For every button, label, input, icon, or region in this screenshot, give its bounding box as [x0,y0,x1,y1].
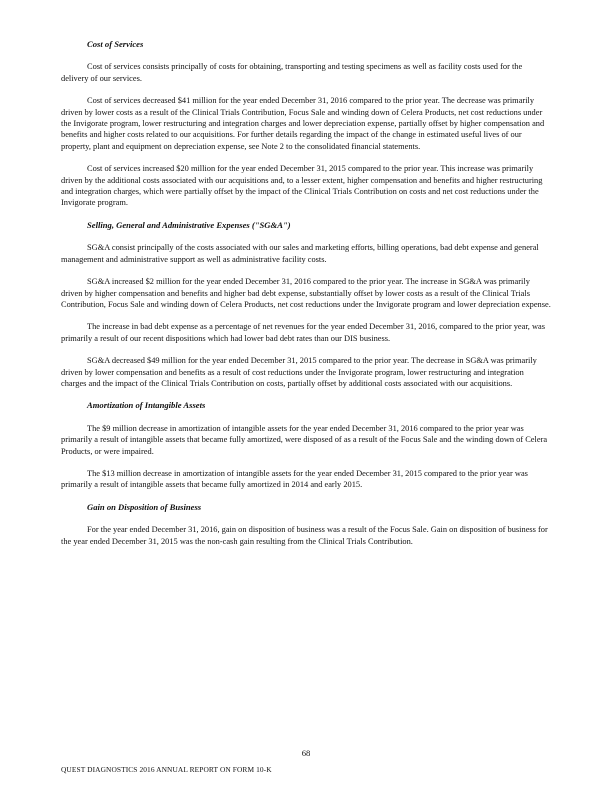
paragraph: SG&A decreased $49 million for the year ended December 31, 2015 compared to the prior year. The decrease in SG&A was primarily driven by lower compensation and benefits as a result of cost reductions under the Invigorate program, lower restructuring and integration charges and the impact of the Clinical Trials Contribution on costs, partially offset by additional costs associated with our acquisitions. [61,356,537,388]
paragraph: Cost of services decreased $41 million for the year ended December 31, 2016 compared to the prior year. The decrease was primarily driven by lower costs as a result of the Clinical Trials Contribution, Focus Sale and winding down of Celera Products, net cost reductions under the Invigorate program, lower restructuring and integration charges and lower depreciation expense, partially offset by higher compensation and benefits and higher costs related to our acquisitions. For further details regarding the impact of the change in estimated useful lives of our property, plant and equipment on depreciation expense, see Note 2 to the consolidated financial statements. [61,96,545,151]
document-body [61,39,551,558]
paragraph: The $13 million decrease in amortization of intangible assets for the year ended December 31, 2015 compared to the prior year was primarily a result of intangible assets that became fully amortized in 2014 and early 2015. [61,468,528,490]
section-heading: Selling, General and Administrative Expenses ("SG&A") [87,219,291,230]
page-footer: QUEST DIAGNOSTICS 2016 ANNUAL REPORT ON FORM 10-K [61,765,272,774]
page-number: 68 [301,748,311,758]
section-gain-on-disposition [61,502,551,547]
paragraph: SG&A increased $2 million for the year ended December 31, 2016 compared to the prior year. The increase in SG&A was primarily driven by higher compensation and benefits and higher bad debt expense, substantially offset by lower costs as a result of the Clinical Trials Contribution, Focus Sale and winding down of Celera Products, net cost reductions under the Invigorate program and lower depreciation expense. [61,277,551,309]
section-heading: Cost of Services [87,39,144,49]
section-heading: Amortization of Intangible Assets [87,400,206,411]
paragraph: The increase in bad debt expense as a percentage of net revenues for the year ended December 31, 2016, compared to the prior year, was primarily a result of our recent dispositions which had lower bad debt rates than our DIS business. [61,322,545,343]
paragraph: SG&A consist principally of the costs associated with our sales and marketing efforts, billing operations, bad debt expense and general management and administrative support as well as administrative facility costs. [61,243,539,264]
section-sga [61,220,551,389]
section-amortization [61,400,551,490]
section-heading: Gain on Disposition of Business [87,501,202,512]
paragraph: For the year ended December 31, 2016, gain on disposition of business was a result of the Focus Sale. Gain on disposition of business for the year ended December 31, 2015 was the non-cash gain resulting from the Clinical Trials Contribution. [61,525,548,546]
paragraph: Cost of services increased $20 million for the year ended December 31, 2015 compared to the prior year. This increase was primarily driven by the additional costs associated with our acquisitions and, to a lesser extent, higher compensation and benefits and higher restructuring and integration charges, which were partially offset by the impact of the Clinical Trials Contribution on costs and net cost reductions under the Invigorate program. [61,164,543,208]
section-cost-of-services [61,39,551,209]
paragraph: Cost of services consists principally of costs for obtaining, transporting and testing specimens as well as facility costs used for the delivery of our services. [61,62,523,83]
paragraph: The $9 million decrease in amortization of intangible assets for the year ended December 31, 2016 compared to the prior year was primarily a result of intangible assets that became fully amortized, were disposed of as a result of the Focus Sale and the winding down of Celera Products, or were impaired. [61,423,548,456]
